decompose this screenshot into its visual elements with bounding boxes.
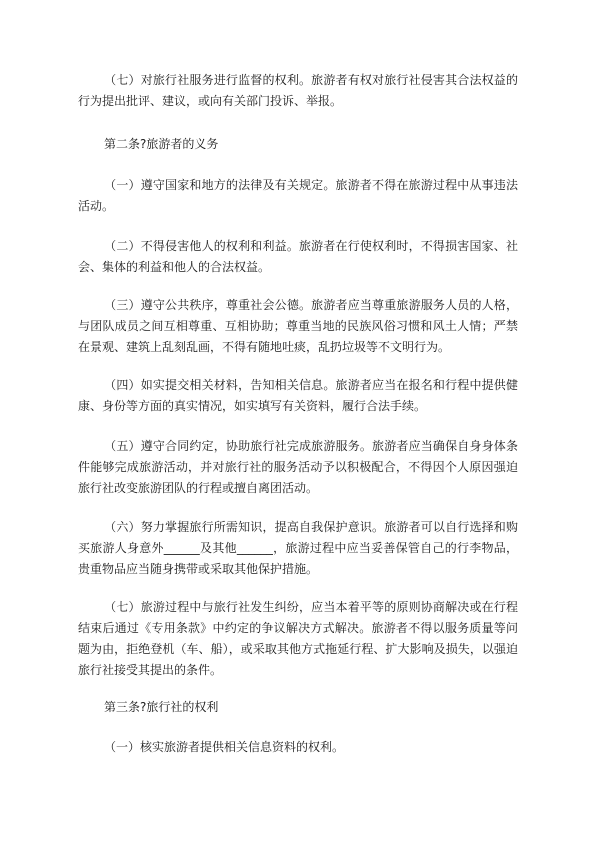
paragraph-verify-info — [78, 737, 518, 758]
section-heading-article-2: 第二条?旅游者的义务 — [104, 137, 219, 151]
paragraph-dispute-resolution — [78, 597, 518, 681]
paragraph-self-protection — [78, 517, 518, 580]
paragraph-obey-law — [78, 175, 518, 217]
paragraph-contract-compliance — [78, 436, 518, 499]
section-heading-article-3: 第三条?旅行社的权利 — [104, 700, 219, 714]
paragraph-text: （三）遵守公共秩序，尊重社会公德。旅游者应当尊重旅游服务人员的人格，与团队成员之间互相尊重、互相协助；尊重当地的民族风俗习惯和风土人情；严禁在景观、建筑上乱刻乱画，不得有随地吐痰，乱扔垃圾等不文明行为。 — [78, 298, 518, 354]
paragraph-text: （六）努力掌握旅行所需知识，提高自我保护意识。旅游者可以自行选择和购买旅游人身意外______及其他______，旅游过程中应当妥善保管自己的行李物品，贵重物品应当随身携带或采取其他保护措施。 — [78, 520, 518, 576]
paragraph-no-infringe — [78, 236, 518, 278]
paragraph-submit-materials — [78, 375, 518, 417]
paragraph-text: （七）对旅行社服务进行监督的权利。旅游者有权对旅行社侵害其合法权益的行为提出批评、建议，或向有关部门投诉、举报。 — [78, 73, 518, 108]
paragraph-text: （一）核实旅游者提供相关信息资料的权利。 — [104, 740, 345, 754]
paragraph-text: （七）旅游过程中与旅行社发生纠纷，应当本着平等的原则协商解决或在行程结束后通过《专用条款》中约定的争议解决方式解决。旅游者不得以服务质量等问题为由，拒绝登机（车、船），或采取其他方式拖延行程、扩大影响及损失，以强迫旅行社接受其提出的条件。 — [78, 600, 518, 677]
paragraph-text: （二）不得侵害他人的权利和利益。旅游者在行使权利时，不得损害国家、社会、集体的利益和他人的合法权益。 — [78, 239, 518, 274]
paragraph-text: （五）遵守合同约定，协助旅行社完成旅游服务。旅游者应当确保自身身体条件能够完成旅游活动，并对旅行社的服务活动予以积极配合，不得因个人原因强迫旅行社改变旅游团队的行程或擅自离团活动。 — [78, 439, 518, 495]
paragraph-text: （四）如实提交相关材料，告知相关信息。旅游者应当在报名和行程中提供健康、身份等方面的真实情况，如实填写有关资料，履行合法手续。 — [78, 378, 518, 413]
paragraph-text: （一）遵守国家和地方的法律及有关规定。旅游者不得在旅游过程中从事违法活动。 — [78, 178, 518, 213]
paragraph-public-order — [78, 295, 518, 358]
paragraph-supervision-right — [78, 70, 518, 112]
